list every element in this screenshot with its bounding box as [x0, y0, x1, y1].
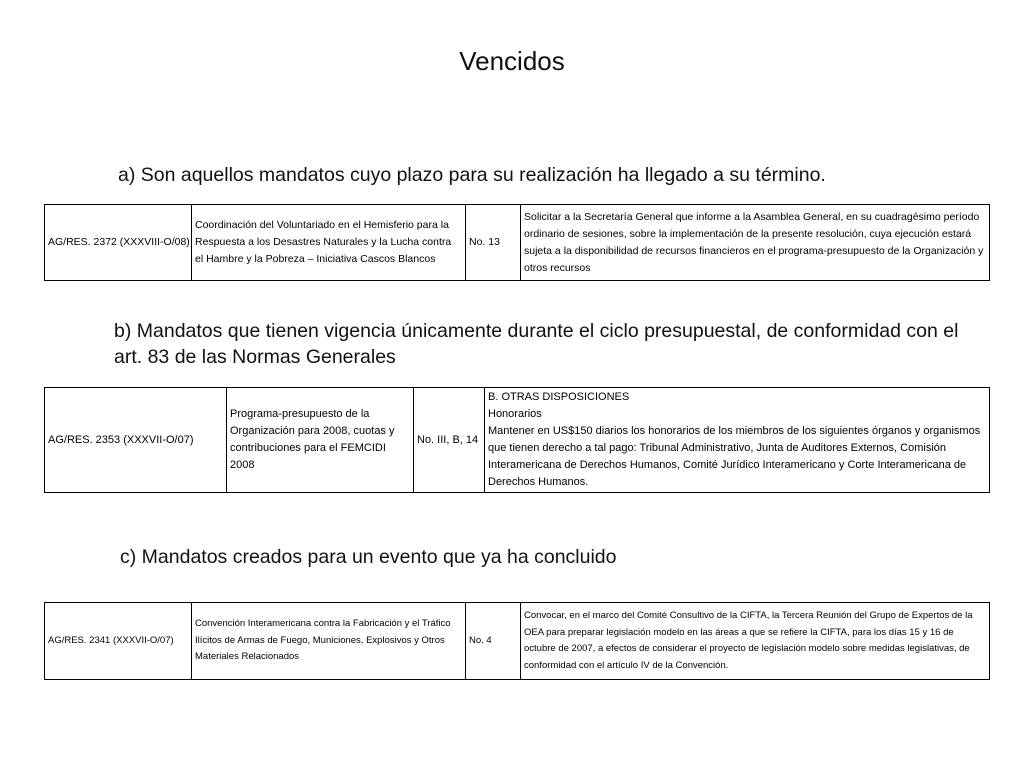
resolution-cell: AG/RES. 2341 (XXXVII-O/07): [45, 603, 192, 680]
mandate-subsection-label: Honorarios: [488, 408, 542, 420]
mandate-section-label: B. OTRAS DISPOSICIONES: [488, 391, 630, 403]
table-row: [45, 388, 990, 493]
table-row: [45, 205, 990, 281]
resolution-cell: AG/RES. 2353 (XXXVII-O/07): [45, 388, 227, 493]
mandate-cell: Convocar, en el marco del Comité Consultivo de la CIFTA, la Tercera Reunión del Grupo de Expertos de la OEA para preparar legislación modelo en las áreas a que se refiere la CIFTA, para los días 15 y 16 de octubre de 2007, a efectos de considerar el proyecto de legislación modelo sobre medidas legislativas, de conformidad con el artículo IV de la Convención.: [521, 603, 990, 680]
section-a-heading: a) Son aquellos mandatos cuyo plazo para su realización ha llegado a su término.: [118, 164, 826, 186]
mandate-cell: Solicitar a la Secretaría General que informe a la Asamblea General, en su cuadragésimo período ordinario de sesiones, sobre la implementación de la presente resolución, cuya ejecución estará sujeta a la disponibilidad de recursos financieros en el programa-presupuesto de la Organización y otros recursos: [521, 205, 990, 281]
resolution-cell: AG/RES. 2372 (XXXVIII-O/08): [45, 205, 192, 281]
mandate-cell: [485, 388, 990, 493]
section-b-table: [44, 387, 990, 493]
paragraph-cell: No. 13: [466, 205, 521, 281]
section-c-table: [44, 602, 990, 680]
subject-cell: Programa-presupuesto de la Organización para 2008, cuotas y contribuciones para el FEMCIDI 2008: [227, 388, 414, 493]
section-a-table: [44, 204, 990, 281]
section-b-heading: b) Mandatos que tienen vigencia únicamente durante el ciclo presupuestal, de conformidad con el art. 83 de las Normas Generales: [114, 320, 959, 368]
paragraph-cell: No. III, B, 14: [414, 388, 485, 493]
slide-title: Vencidos: [459, 46, 565, 76]
table-row: [45, 603, 990, 680]
subject-cell: Convención Interamericana contra la Fabricación y el Tráfico Ilícitos de Armas de Fuego, Municiones, Explosivos y Otros Materiales Relacionados: [192, 603, 466, 680]
paragraph-cell: No. 4: [466, 603, 521, 680]
section-c-heading: c) Mandatos creados para un evento que ya ha concluido: [120, 546, 617, 568]
subject-cell: Coordinación del Voluntariado en el Hemisferio para la Respuesta a los Desastres Naturales y la Lucha contra el Hambre y la Pobreza – Iniciativa Cascos Blancos: [192, 205, 466, 281]
mandate-text: Mantener en US$150 diarios los honorarios de los miembros de los siguientes órganos y organismos que tienen derecho a tal pago: Tribunal Administrativo, Junta de Auditores Externos, Comisión Interamericana de Derechos Humanos, Comité Jurídico Interamericano y Corte Interamericana de Derechos Humanos.: [488, 425, 981, 488]
